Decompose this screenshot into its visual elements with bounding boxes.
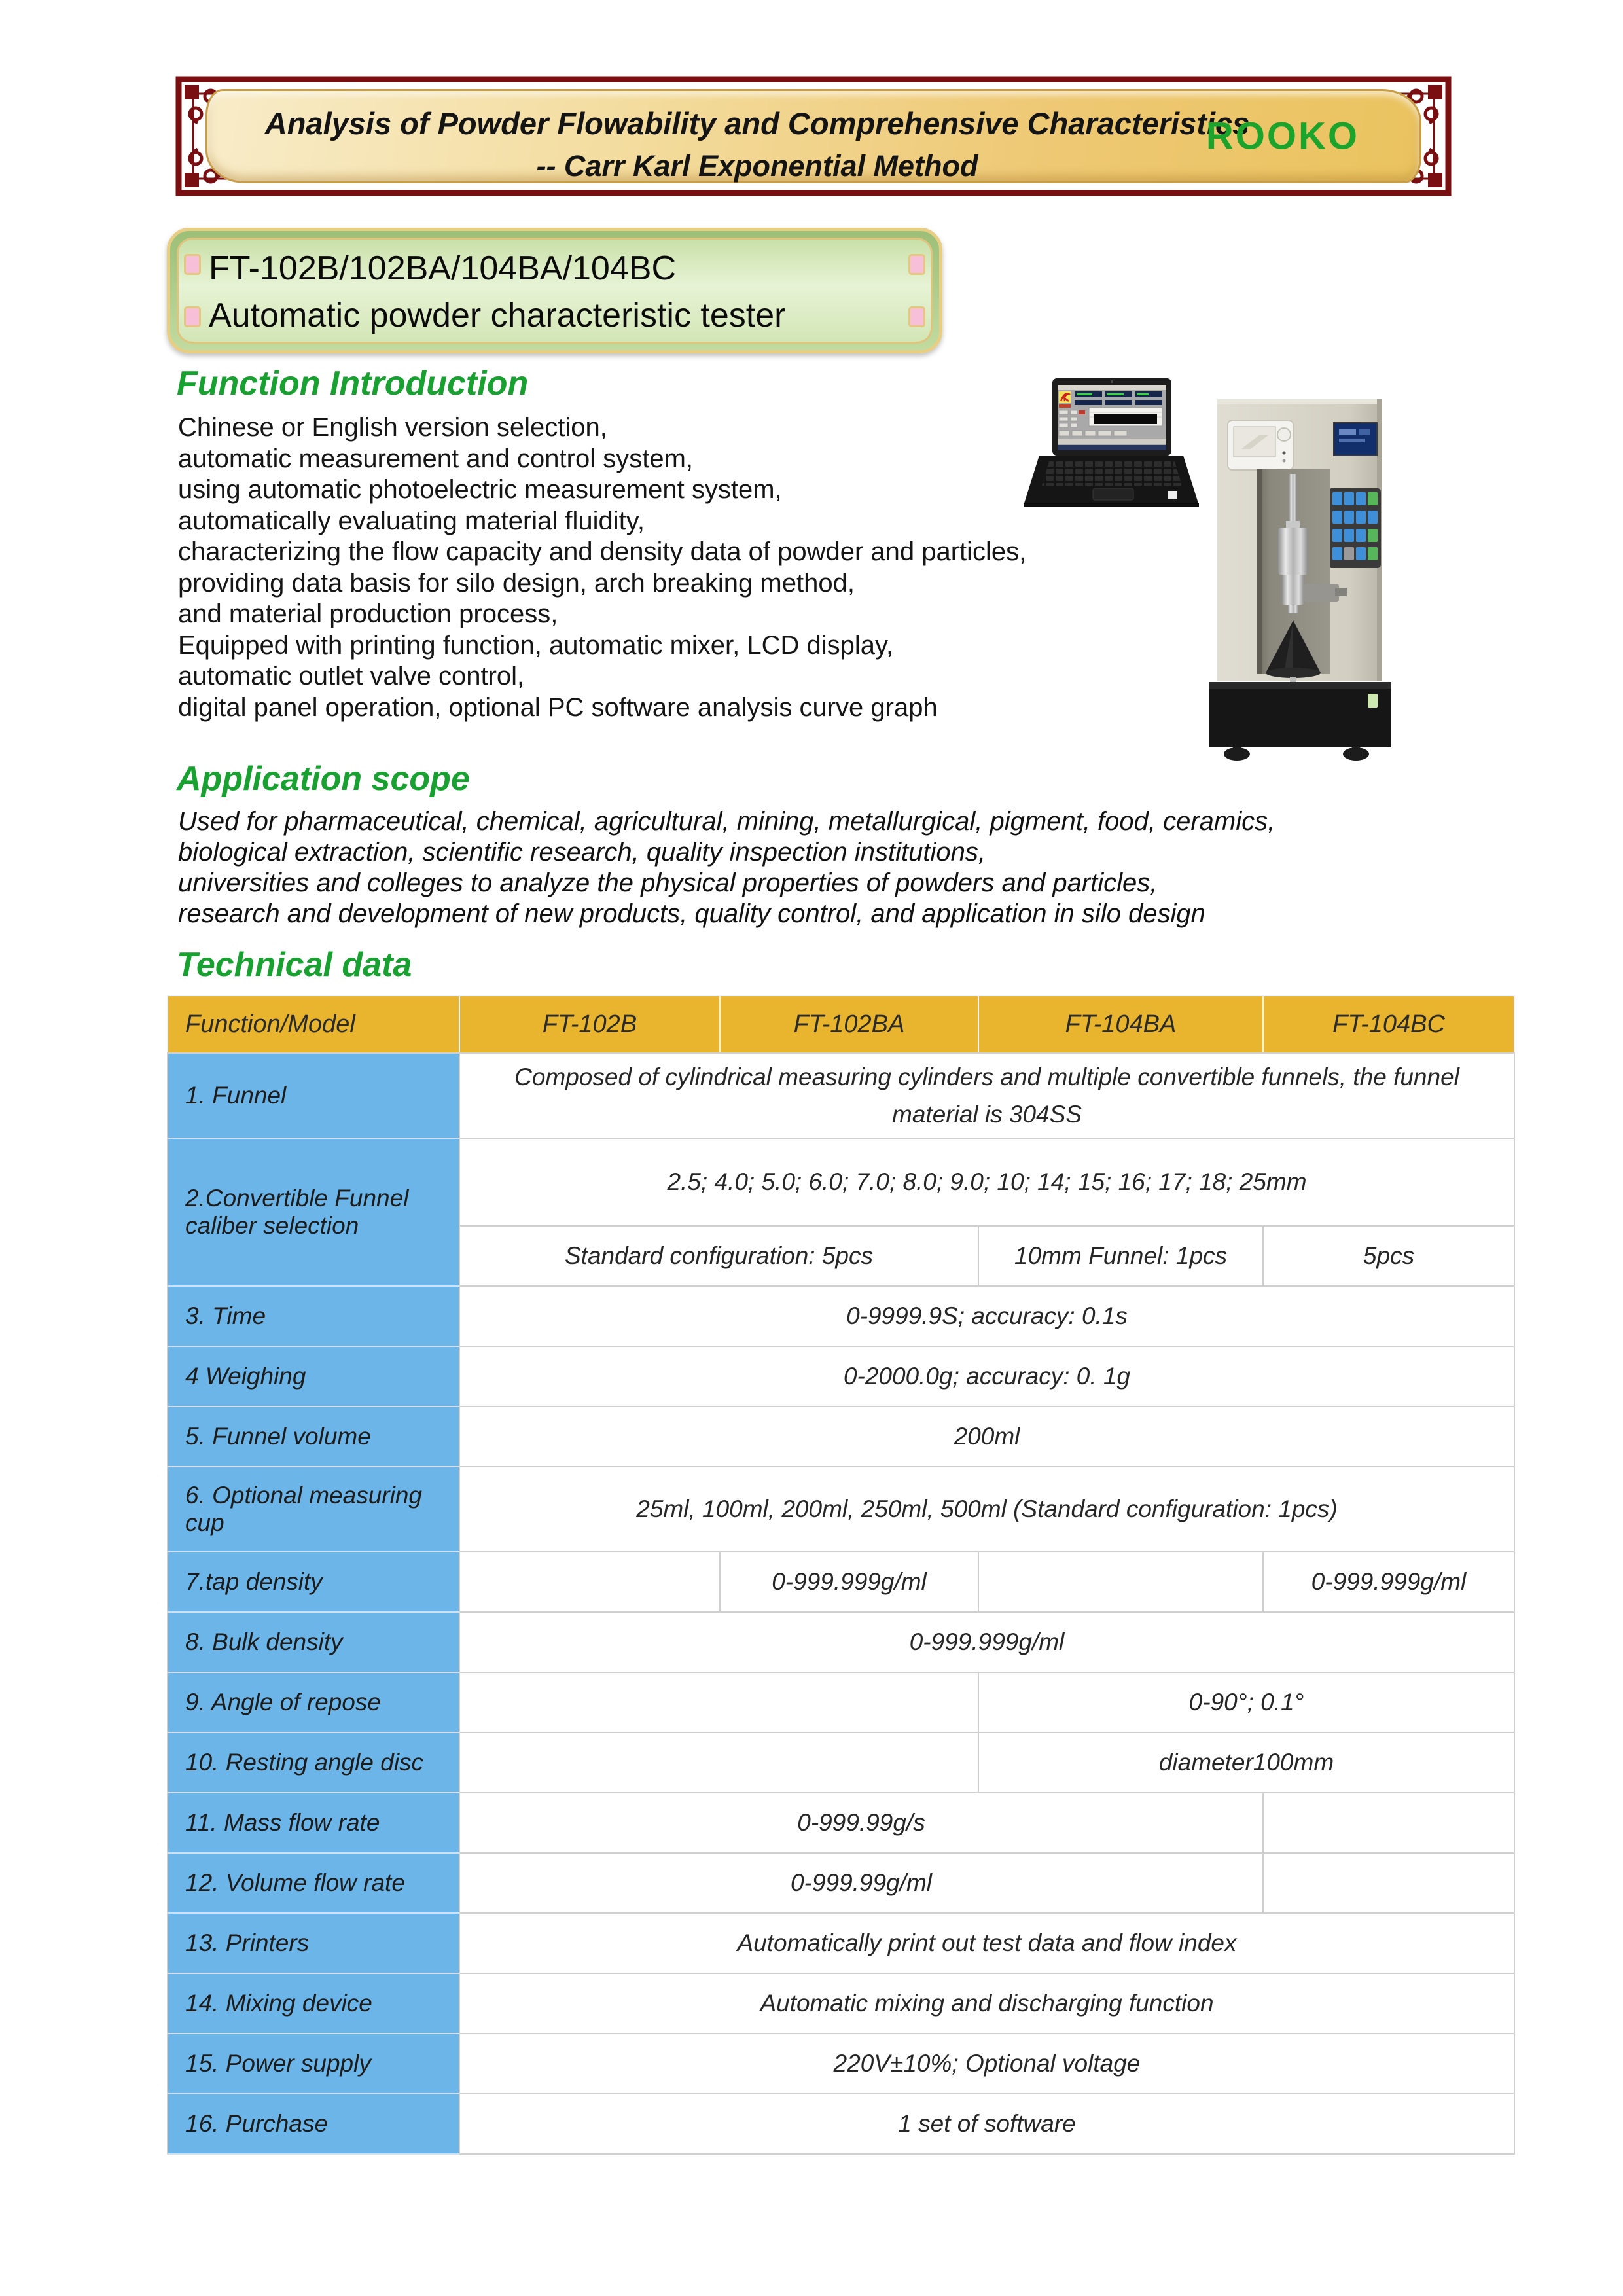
table-row [168, 1853, 1514, 1913]
spec-value-cell: 0-999.99g/s [459, 1793, 1263, 1853]
table-row [168, 1467, 1514, 1552]
model-codes: FT-102B/102BA/104BA/104BC [209, 249, 677, 287]
spec-value-cell [459, 1552, 720, 1612]
pin-icon [908, 306, 925, 327]
table-row [168, 2094, 1514, 2154]
spec-value-cell: 0-9999.9S; accuracy: 0.1s [459, 1286, 1514, 1346]
function-introduction-heading: Function Introduction [177, 365, 529, 403]
spec-value-cell: 0-2000.0g; accuracy: 0. 1g [459, 1346, 1514, 1407]
spec-label-cell: 15. Power supply [168, 2034, 459, 2094]
header-banner [175, 76, 1452, 196]
intro-line: characterizing the flow capacity and density data of powder and particles, [178, 537, 1027, 566]
spec-label-cell: 8. Bulk density [168, 1612, 459, 1672]
banner-title-line2: -- Carr Karl Exponential Method [536, 149, 978, 183]
banner-title-line1: Analysis of Powder Flowability and Comprehensive Characteristics [264, 106, 1250, 141]
spec-value-cell: 0-90°; 0.1° [978, 1672, 1514, 1732]
table-header-row [168, 996, 1514, 1053]
gold-ribbon [205, 89, 1421, 183]
intro-line: and material production process, [178, 600, 558, 628]
model-box-inner [177, 238, 933, 344]
intro-line: automatically evaluating material fluidity, [178, 506, 645, 535]
spec-label-cell: 5. Funnel volume [168, 1407, 459, 1467]
pin-icon [908, 254, 925, 275]
spec-value-cell: Standard configuration: 5pcs [459, 1226, 978, 1286]
table-row [168, 2034, 1514, 2094]
laptop-screen [1052, 378, 1171, 456]
spec-label-cell: 13. Printers [168, 1913, 459, 1973]
scope-line: biological extraction, scientific research, quality inspection institutions, [178, 838, 986, 867]
printer-module [1228, 420, 1293, 470]
spec-label-cell: 3. Time [168, 1286, 459, 1346]
spec-value-cell: 0-999.999g/ml [459, 1612, 1514, 1672]
model-box [167, 228, 942, 353]
intro-line: using automatic photoelectric measurement system, [178, 475, 782, 504]
table-row [168, 1346, 1514, 1407]
laptop-keyboard [1024, 456, 1199, 507]
pin-icon [184, 306, 201, 327]
spec-label-cell: 2.Convertible Funnel caliber selection [168, 1138, 459, 1286]
spec-value-cell: diameter100mm [978, 1732, 1514, 1793]
table-row [168, 1913, 1514, 1973]
table-row [168, 1612, 1514, 1672]
tester-base [1209, 682, 1391, 761]
header-ft-104ba: FT-104BA [978, 996, 1263, 1053]
spec-value-cell [459, 1672, 978, 1732]
keypad [1329, 488, 1381, 568]
brand-logo: ROOKO [1205, 115, 1359, 158]
spec-value-cell: 200ml [459, 1407, 1514, 1467]
spec-value-cell: 220V±10%; Optional voltage [459, 2034, 1514, 2094]
table-row [168, 1732, 1514, 1793]
intro-line: Chinese or English version selection, [178, 413, 607, 442]
table-row [168, 1793, 1514, 1853]
spec-label-cell: 12. Volume flow rate [168, 1853, 459, 1913]
scope-line: research and development of new products, quality control, and application in silo design [178, 899, 1205, 928]
table-row [168, 1973, 1514, 2034]
spec-value-cell [1263, 1853, 1514, 1913]
scope-line: Used for pharmaceutical, chemical, agricultural, mining, metallurgical, pigment, food, ceramics, [178, 807, 1275, 836]
spec-value-cell [978, 1552, 1263, 1612]
header-ft-104bc: FT-104BC [1263, 996, 1514, 1053]
spec-value-cell: 0-999.999g/ml [1263, 1552, 1514, 1612]
table-row [168, 1552, 1514, 1612]
tester-photo [1205, 391, 1410, 764]
header-ft-102ba: FT-102BA [720, 996, 978, 1053]
spec-label-cell: 11. Mass flow rate [168, 1793, 459, 1853]
intro-line: Equipped with printing function, automatic mixer, LCD display, [178, 630, 894, 660]
spec-label-cell: 1. Funnel [168, 1053, 459, 1138]
spec-value-cell: Composed of cylindrical measuring cylinders and multiple convertible funnels, the funnel material is 304SS [459, 1053, 1514, 1138]
model-name: Automatic powder characteristic tester [209, 296, 786, 334]
intro-line: automatic measurement and control system, [178, 444, 694, 473]
spec-value-cell: 25ml, 100ml, 200ml, 250ml, 500ml (Standard configuration: 1pcs) [459, 1467, 1514, 1552]
table-row [168, 1138, 1514, 1226]
technical-data-heading: Technical data [177, 946, 412, 984]
intro-line: providing data basis for silo design, arch breaking method, [178, 568, 855, 598]
spec-label-cell: 16. Purchase [168, 2094, 459, 2154]
application-scope-text [178, 806, 1435, 929]
banner-title [247, 95, 1268, 183]
spec-value-cell: Automatically print out test data and flow index [459, 1913, 1514, 1973]
scope-line: universities and colleges to analyze the physical properties of powders and particles, [178, 869, 1158, 897]
spec-label-cell: 9. Angle of repose [168, 1672, 459, 1732]
application-scope-heading: Application scope [177, 760, 470, 798]
spec-value-cell: 5pcs [1263, 1226, 1514, 1286]
laptop-photo [1016, 374, 1205, 543]
lcd-display [1334, 423, 1377, 456]
spec-label-cell: 10. Resting angle disc [168, 1732, 459, 1793]
spec-value-cell: Automatic mixing and discharging function [459, 1973, 1514, 2034]
spec-value-cell: 1 set of software [459, 2094, 1514, 2154]
spec-label-cell: 14. Mixing device [168, 1973, 459, 2034]
spec-value-cell [459, 1732, 978, 1793]
spec-label-cell: 4 Weighing [168, 1346, 459, 1407]
spec-value-cell: 2.5; 4.0; 5.0; 6.0; 7.0; 8.0; 9.0; 10; 14; 15; 16; 17; 18; 25mm [459, 1138, 1514, 1226]
pin-icon [184, 254, 201, 275]
table-row [168, 1672, 1514, 1732]
spec-label-cell: 6. Optional measuring cup [168, 1467, 459, 1552]
spec-value-cell: 10mm Funnel: 1pcs [978, 1226, 1263, 1286]
table-row [168, 1286, 1514, 1346]
model-text [209, 245, 785, 339]
spec-value-cell: 0-999.999g/ml [720, 1552, 978, 1612]
intro-line: digital panel operation, optional PC software analysis curve graph [178, 692, 938, 722]
header-ft-102b: FT-102B [459, 996, 720, 1053]
spec-label-cell: 7.tap density [168, 1552, 459, 1612]
table-row [168, 1407, 1514, 1467]
header-function-model: Function/Model [168, 996, 459, 1053]
technical-data-table [167, 995, 1514, 2155]
spec-value-cell [1263, 1793, 1514, 1853]
spec-value-cell: 0-999.99g/ml [459, 1853, 1263, 1913]
table-row [168, 1053, 1514, 1138]
intro-line: automatic outlet valve control, [178, 662, 525, 691]
